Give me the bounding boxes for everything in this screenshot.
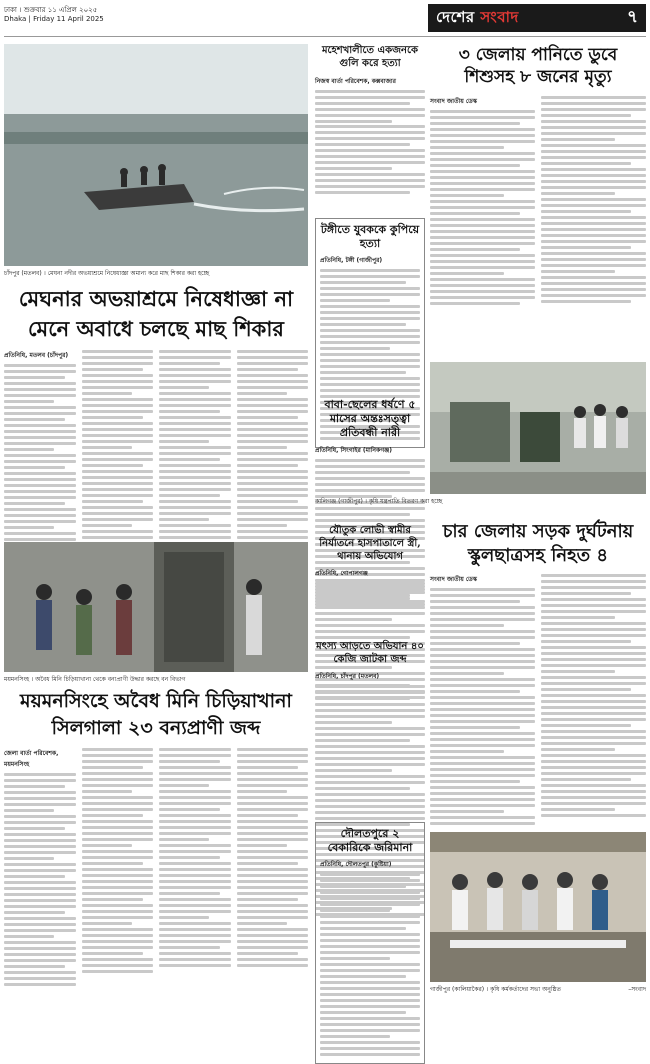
dateline-bn: ঢাকা । শুক্রবার ১১ এপ্রিল ২০২৫ <box>4 6 98 14</box>
pregnant-headline: বাবা-ছেলের ধর্ষণে ৫ মাসের অন্তঃসত্ত্বা প্রতিবন্ধী নারী <box>324 398 416 439</box>
road-headline-2: স্কুলছাত্রসহ নিহত ৪ <box>467 545 609 566</box>
tongi-byline: প্রতিনিধি, টঙ্গী (গাজীপুর) <box>320 257 383 264</box>
road-headline <box>430 520 646 568</box>
road-body <box>430 574 646 828</box>
drowning-headline-2: শিশুসহ ৮ জনের মৃত্যু <box>464 67 612 87</box>
dowry-headline: যৌতুক লোভী স্বামীর নির্যাতনে হাসপাতালে স্ত্রী, থানায় অভিযোগ <box>319 525 421 562</box>
brand-logo <box>436 6 519 31</box>
meeting-caption-text: গাজীপুর (কালিয়াকৈর) । কৃষি কর্মকর্তাদের সভা অনুষ্ঠিত <box>430 986 561 993</box>
meghna-photo-caption: চাঁদপুর (মতলব) । মেঘনা নদীর অভয়াশ্রমে নিষেধাজ্ঞা অমান্য করে মাছ শিকার করা হচ্ছে <box>4 270 210 277</box>
meghna-byline: প্রতিনিধি, মতলব (চাঁদপুর) <box>4 352 69 359</box>
meghna-headline <box>4 284 308 344</box>
agri-photo-caption: কালিগঞ্জ (গাজীপুর) । কৃষি যন্ত্রপাতি বিতরণ করা হচ্ছে <box>315 498 443 505</box>
header-rule <box>4 36 646 37</box>
drowning-body <box>430 96 646 308</box>
meghna-headline-1: মেঘনার অভয়াশ্রমে নিষেধাজ্ঞা না <box>18 286 294 311</box>
photo-credit: –সংবাদ <box>628 986 646 993</box>
fish-drive-byline: প্রতিনিধি, চাঁদপুর (মতলব) <box>315 673 380 680</box>
agri-photo <box>430 362 646 494</box>
maheshkhali-body <box>315 125 425 197</box>
meghna-headline-2: মেনে অবাধে চলছে মাছ শিকার <box>28 316 284 341</box>
daulatpur-story <box>315 822 425 1064</box>
drowning-story <box>430 44 646 88</box>
mymensingh-headline <box>4 688 308 742</box>
mymensingh-body <box>4 748 308 989</box>
drowning-headline-1: ৩ জেলায় পানিতে ডুবে <box>458 45 618 65</box>
drowning-byline: সংবাদ জাতীয় ডেস্ক <box>430 98 477 105</box>
mymensingh-photo <box>4 542 308 672</box>
fish-drive-headline: মৎস্য আড়তে অভিযান ৪০ কেজি জাটকা জব্দ <box>316 641 424 665</box>
maheshkhali-byline: নিজস্ব বার্তা পরিবেশক, কক্সবাজার <box>315 78 396 85</box>
pregnant-byline: প্রতিনিধি, সিংগাইর (মানিকগঞ্জ) <box>315 447 392 454</box>
brand-part2: সংবাদ <box>480 7 519 26</box>
dowry-byline: প্রতিনিধি, গোপালগঞ্জ <box>315 570 368 577</box>
meghna-body <box>4 350 308 556</box>
road-headline-1: চার জেলায় সড়ক দুর্ঘটনায় <box>442 521 634 542</box>
maheshkhali-story <box>315 44 425 126</box>
page-number: ৭ <box>626 7 638 27</box>
meeting-photo-caption <box>430 986 646 994</box>
mymensingh-photo-caption: ময়মনসিংহ । অবৈধ মিনি চিড়িয়াখানা থেকে বন্যপ্রাণী উদ্ধার করছে বন বিভাগ <box>4 676 186 683</box>
dateline <box>4 6 104 24</box>
masthead <box>428 4 646 32</box>
daulatpur-byline: প্রতিনিধি, দৌলতপুর (কুষ্টিয়া) <box>320 861 392 868</box>
maheshkhali-headline: মহেশখালীতে একজনকে গুলি করে হত্যা <box>321 45 419 69</box>
tongi-headline: টঙ্গীতে যুবককে কুপিয়ে হত্যা <box>320 223 420 250</box>
mymensingh-byline: জেলা বার্তা পরিবেশক, ময়মনসিংহ <box>4 750 59 768</box>
meeting-photo <box>430 832 646 982</box>
daulatpur-headline: দৌলতপুরে ২ বেকারিকে জরিমানা <box>327 827 413 854</box>
mymensingh-headline-1: ময়মনসিংহে অবৈধ মিনি চিড়িয়াখানা <box>20 690 292 712</box>
mymensingh-headline-2: সিলগালা ২৩ বন্যপ্রাণী জব্দ <box>51 717 261 739</box>
road-byline: সংবাদ জাতীয় ডেস্ক <box>430 576 477 583</box>
dateline-en: Dhaka | Friday 11 April 2025 <box>4 15 104 23</box>
meghna-photo <box>4 44 308 266</box>
brand-part1: দেশের <box>436 7 475 26</box>
